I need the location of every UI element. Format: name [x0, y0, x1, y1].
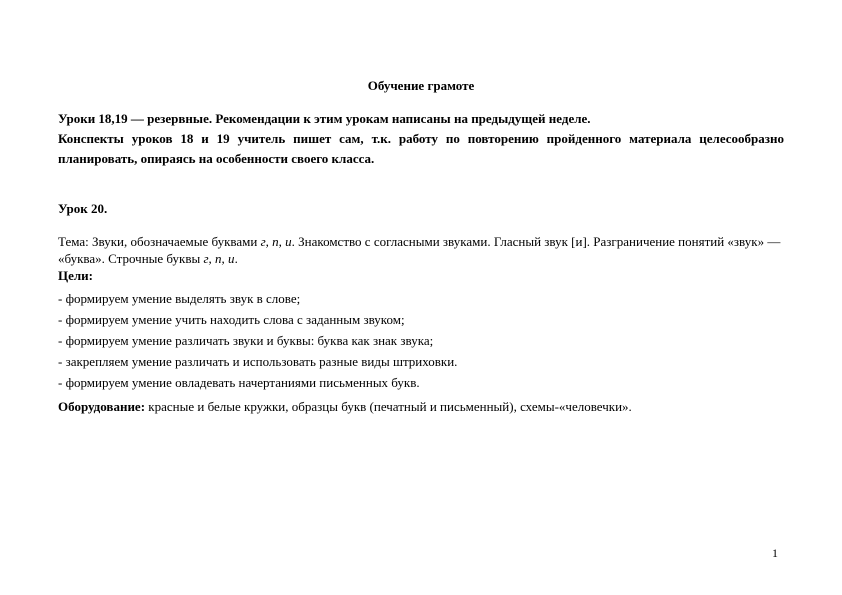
- goal-item: - формируем умение овладевать начертаниями письменных букв.: [58, 375, 420, 390]
- topic-text-1: : Звуки, обозначаемые буквами: [85, 234, 261, 249]
- goals-list: [58, 288, 784, 393]
- goal-item: - формируем умение выделять звук в слове;: [58, 291, 301, 306]
- goal-item: - закрепляем умение различать и использовать разные виды штриховки.: [58, 354, 458, 369]
- intro-block: [58, 109, 784, 169]
- goal-item: - формируем умение различать звуки и буквы: буква как знак звука;: [58, 333, 434, 348]
- goals-label: Цели:: [58, 268, 93, 283]
- goal-item: - формируем умение учить находить слова с заданным звуком;: [58, 312, 405, 327]
- topic-end: .: [234, 251, 238, 266]
- equipment-line: [58, 398, 784, 415]
- page-title: Обучение грамоте: [367, 78, 475, 93]
- equipment-text: красные и белые кружки, образцы букв (печатный и письменный), схемы-«человечки».: [145, 399, 632, 414]
- intro-line-1: Уроки 18,19 — резервные. Рекомендации к этим урокам написаны на предыдущей неделе.: [58, 111, 591, 126]
- topic-letters-2: г, п, и: [203, 251, 235, 266]
- topic-label: Тема: [58, 234, 86, 249]
- topic-paragraph: [58, 233, 784, 267]
- topic-letters: г, п, и: [260, 234, 292, 249]
- lesson-number: Урок 20.: [58, 201, 108, 216]
- topic-text-2: . Знакомство с согласными звуками. Гласный звук [и]. Разграничение понятий «звук» — «буква». Строчные буквы: [58, 234, 781, 266]
- page-number: 1: [772, 546, 778, 560]
- lesson-topic: [58, 233, 784, 284]
- intro-line-2: Конспекты уроков 18 и 19 учитель пишет сам, т.к. работу по повторению пройденного материала целесообразно планировать, опираясь на особенности своего класса.: [58, 131, 784, 166]
- equipment-label: Оборудование:: [58, 399, 146, 414]
